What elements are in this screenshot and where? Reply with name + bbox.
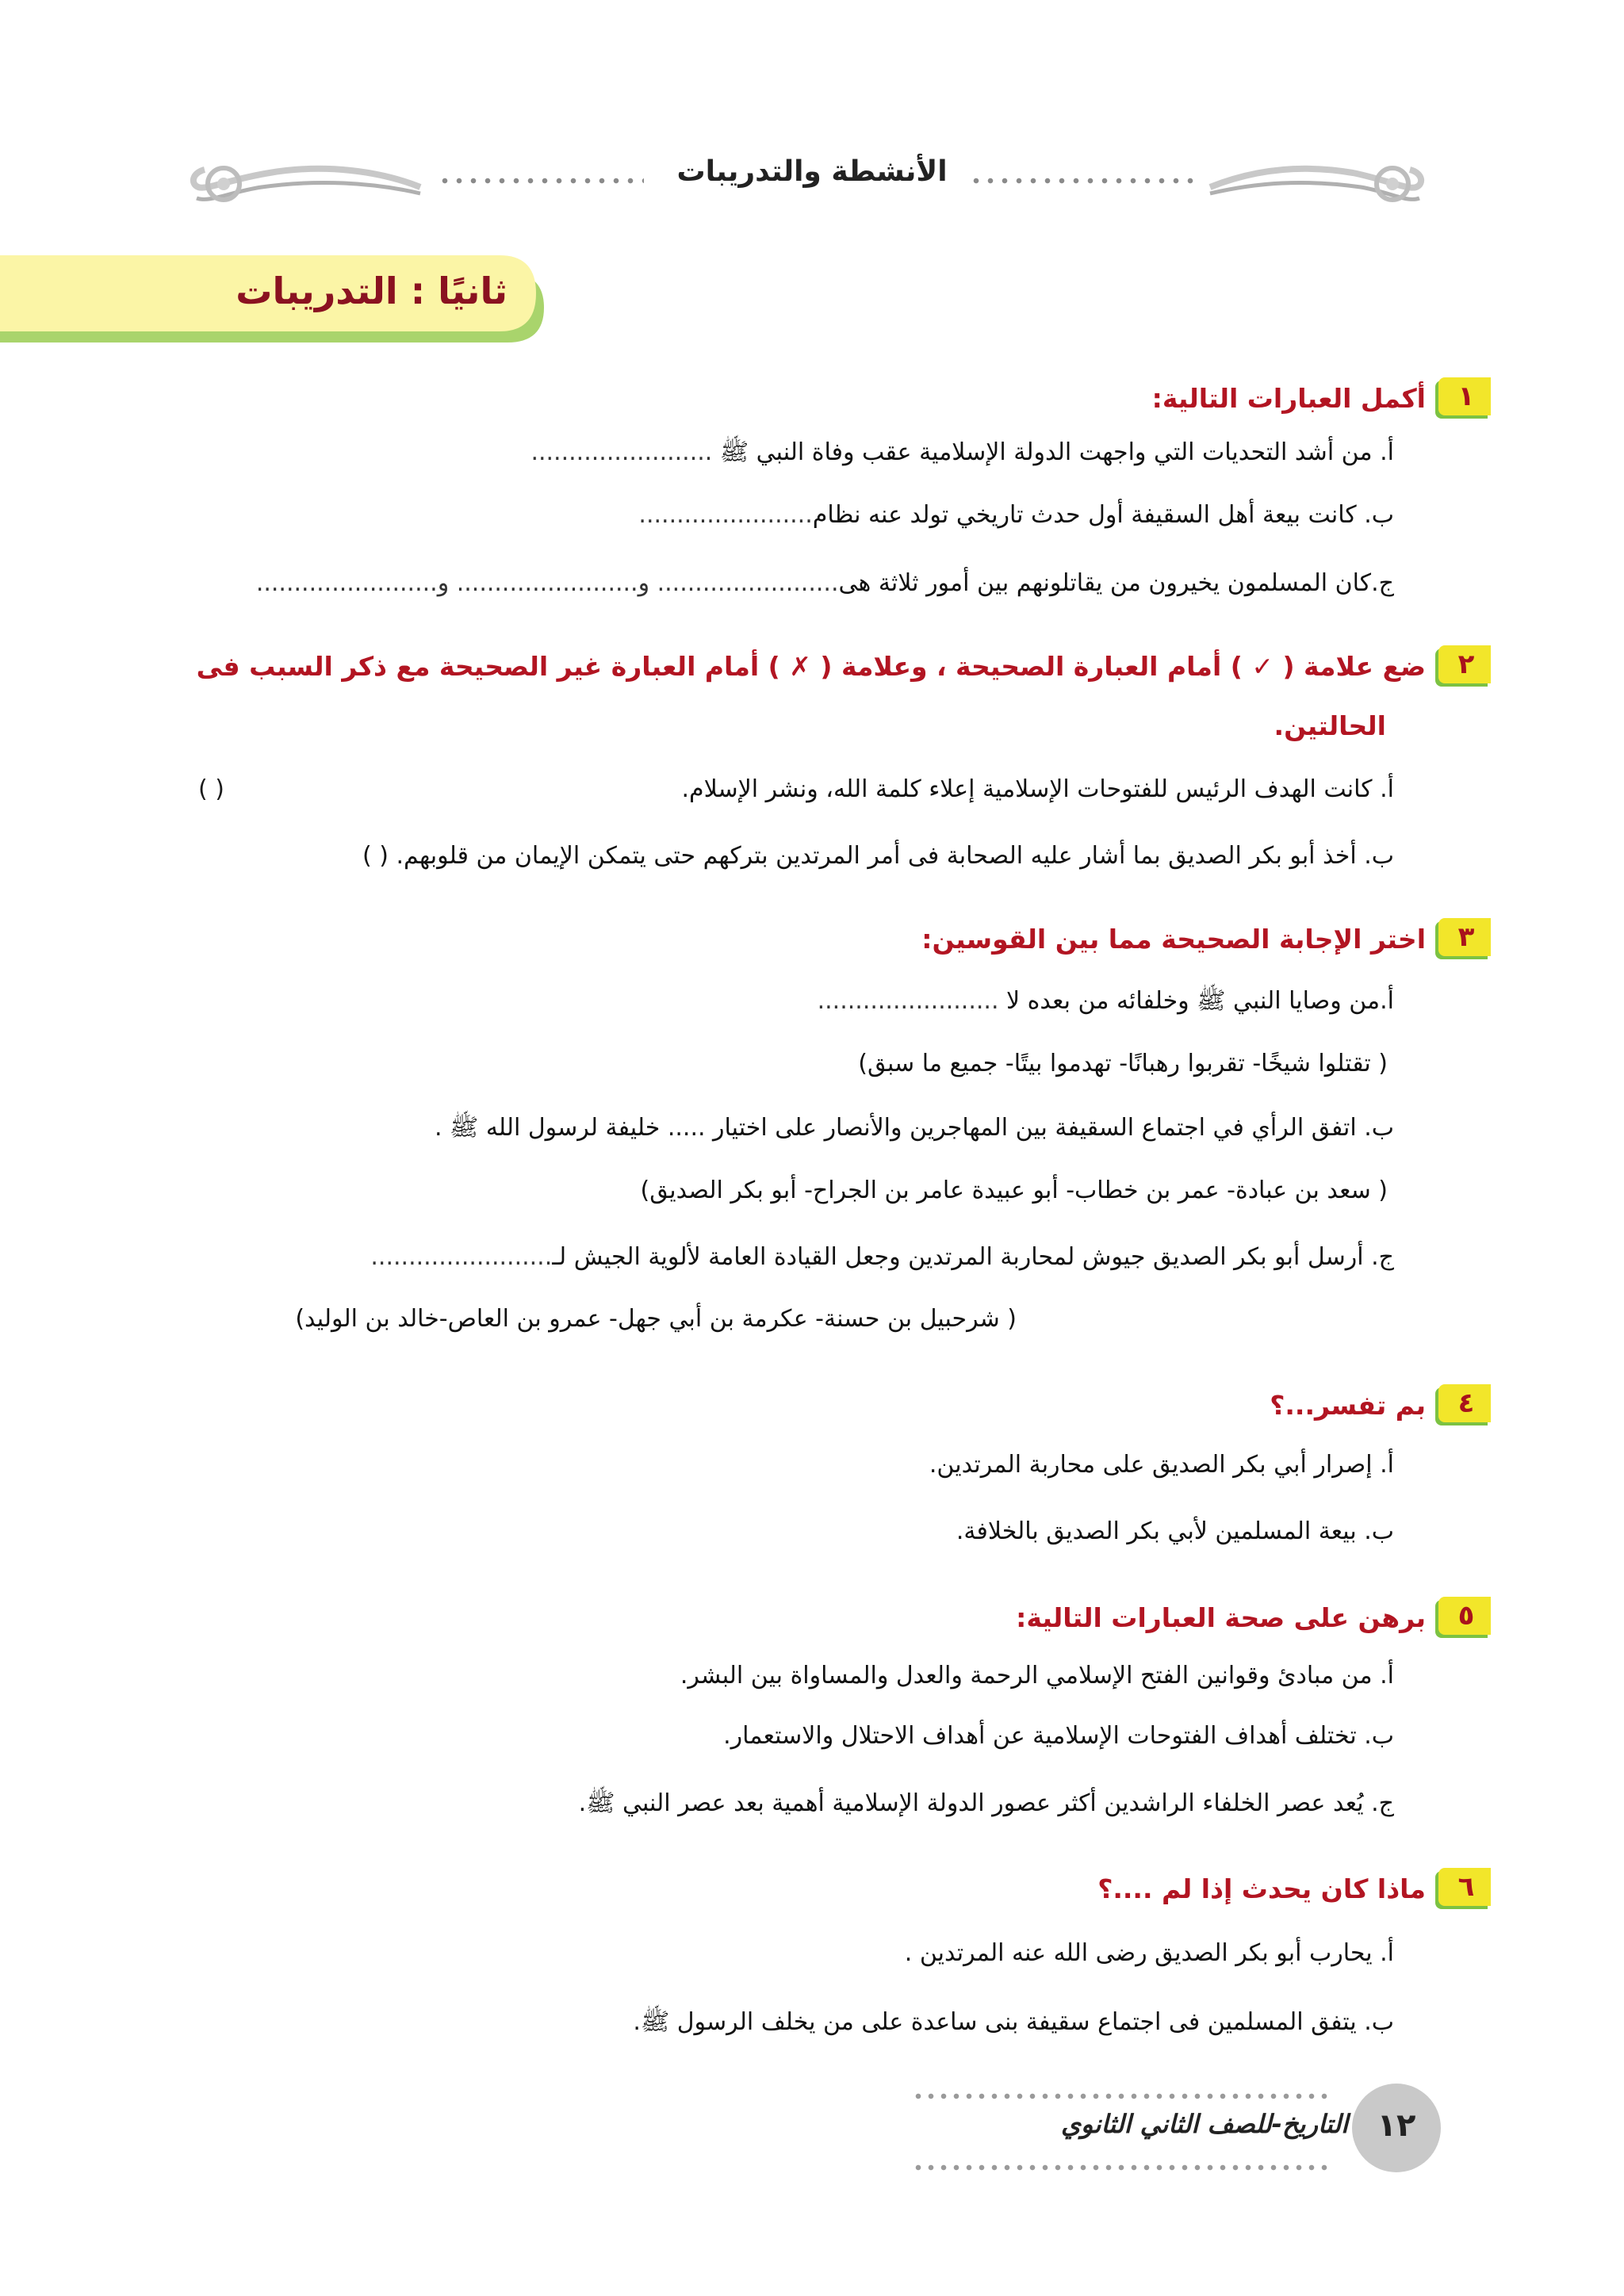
question-3-item-a-options: ( تقتلوا شيخًا- تقربوا رهبانًا- تهدموا بيتًا- جميع ما سبق) bbox=[858, 1050, 1388, 1077]
question-5-item-b: ب. تختلف أهداف الفتوحات الإسلامية عن أهداف الاحتلال والاستعمار. bbox=[723, 1722, 1394, 1750]
question-6-item-a: أ. يحارب أبو بكر الصديق رضى الله عنه المرتدين . bbox=[904, 1939, 1394, 1967]
header-title: الأنشطة والتدريبات bbox=[676, 155, 948, 188]
question-6-number: ٦ bbox=[1435, 1868, 1491, 1909]
question-3-item-a: أ.من وصايا النبي ﷺ وخلفائه من بعده لا ........................ bbox=[817, 987, 1394, 1015]
question-3-item-c: ج. أرسل أبو بكر الصديق جيوش لمحاربة المرتدين وجعل القيادة العامة لألوية الجيش لـ........................ bbox=[370, 1243, 1394, 1271]
footer-book-title: التاريخ-للصف الثاني الثانوي bbox=[1061, 2109, 1348, 2139]
question-3-item-b-options: ( سعد بن عبادة- عمر بن خطاب- أبو عبيدة عامر بن الجراح- أبو بكر الصديق) bbox=[640, 1177, 1388, 1204]
question-4-item-b: ب. بيعة المسلمين لأبي بكر الصديق بالخلافة. bbox=[956, 1517, 1394, 1545]
footer-dotted-line-top bbox=[912, 2093, 1332, 2099]
section-title: ثانيًا : التدريبات bbox=[236, 270, 508, 312]
question-3-item-c-options: ( شرحبيل بن حسنة- عكرمة بن أبي جهل- عمرو بن العاص-خالد بن الوليد) bbox=[295, 1305, 1017, 1333]
header-dotted-line-left bbox=[438, 178, 644, 184]
question-6-title: ماذا كان يحدث إذا لم ....؟ bbox=[1097, 1873, 1426, 1904]
question-5-title: برهن على صحة العبارات التالية: bbox=[1016, 1601, 1426, 1633]
question-3-header bbox=[921, 916, 1475, 961]
question-2-header bbox=[196, 644, 1475, 688]
question-4-header bbox=[1270, 1383, 1475, 1427]
question-4-number: ٤ bbox=[1435, 1384, 1491, 1425]
page-header bbox=[0, 0, 1624, 230]
question-6-item-b: ب. يتفق المسلمين فى اجتماع سقيفة بنى ساعدة على من يخلف الرسول ﷺ. bbox=[633, 2008, 1394, 2036]
question-6-header bbox=[1097, 1866, 1475, 1911]
question-5-item-a: أ. من مبادئ وقوانين الفتح الإسلامي الرحمة والعدل والمساواة بين البشر. bbox=[680, 1662, 1394, 1689]
question-2-number: ٢ bbox=[1435, 645, 1491, 687]
question-3-number: ٣ bbox=[1435, 918, 1491, 959]
question-1-item-a: أ. من أشد التحديات التي واجهت الدولة الإسلامية عقب وفاة النبي ﷺ ........................ bbox=[530, 438, 1394, 466]
question-5-number: ٥ bbox=[1435, 1597, 1491, 1638]
header-ornament-right-icon bbox=[1202, 155, 1432, 211]
question-1-item-c: ج.كان المسلمون يخيرون من يقاتلونهم بين أمور ثلاثة هى........................ و........................ و........................ bbox=[255, 569, 1394, 597]
question-2-item-a-answer-box[interactable]: ( ) bbox=[198, 775, 224, 803]
question-1-number: ١ bbox=[1435, 377, 1491, 419]
header-dotted-line-right bbox=[969, 178, 1199, 184]
question-2-item-b-answer-box[interactable]: ( ) bbox=[362, 842, 389, 870]
page-number: ١٢ bbox=[1377, 2107, 1416, 2144]
header-ornament-left-icon bbox=[182, 155, 436, 211]
footer-dotted-line-bottom bbox=[912, 2164, 1332, 2171]
question-5-item-c: ج. يُعد عصر الخلفاء الراشدين أكثر عصور الدولة الإسلامية أهمية بعد عصر النبي ﷺ. bbox=[578, 1789, 1394, 1817]
question-1-title: أكمل العبارات التالية: bbox=[1151, 382, 1426, 414]
question-1-header bbox=[1151, 376, 1475, 420]
question-3-item-b: ب. اتفق الرأي في اجتماع السقيفة بين المهاجرين والأنصار على اختيار ..... خليفة لرسول الله ﷺ . bbox=[434, 1114, 1394, 1142]
question-1-item-b: ب. كانت بيعة أهل السقيفة أول حدث تاريخي تولد عنه نظام....................... bbox=[638, 501, 1394, 529]
question-2-item-a: أ. كانت الهدف الرئيس للفتوحات الإسلامية إعلاء كلمة الله، ونشر الإسلام. bbox=[681, 775, 1394, 803]
question-5-header bbox=[1016, 1595, 1475, 1640]
question-4-title: بم تفسر...؟ bbox=[1270, 1389, 1426, 1421]
question-4-item-a: أ. إصرار أبي بكر الصديق على محاربة المرتدين. bbox=[929, 1451, 1394, 1479]
question-2-item-b: ب. أخذ أبو بكر الصديق بما أشار عليه الصحابة فى أمر المرتدين بتركهم حتى يتمكن الإيمان من قلوبهم. ( ) bbox=[362, 842, 1394, 870]
question-3-title: اختر الإجابة الصحيحة مما بين القوسين: bbox=[921, 923, 1426, 955]
question-2-title-continued: الحالتين. bbox=[1274, 710, 1386, 741]
question-2-title: ضع علامة ( ✓ ) أمام العبارة الصحيحة ، وعلامة ( ✗ ) أمام العبارة غير الصحيحة مع ذكر السبب فى bbox=[196, 650, 1426, 682]
